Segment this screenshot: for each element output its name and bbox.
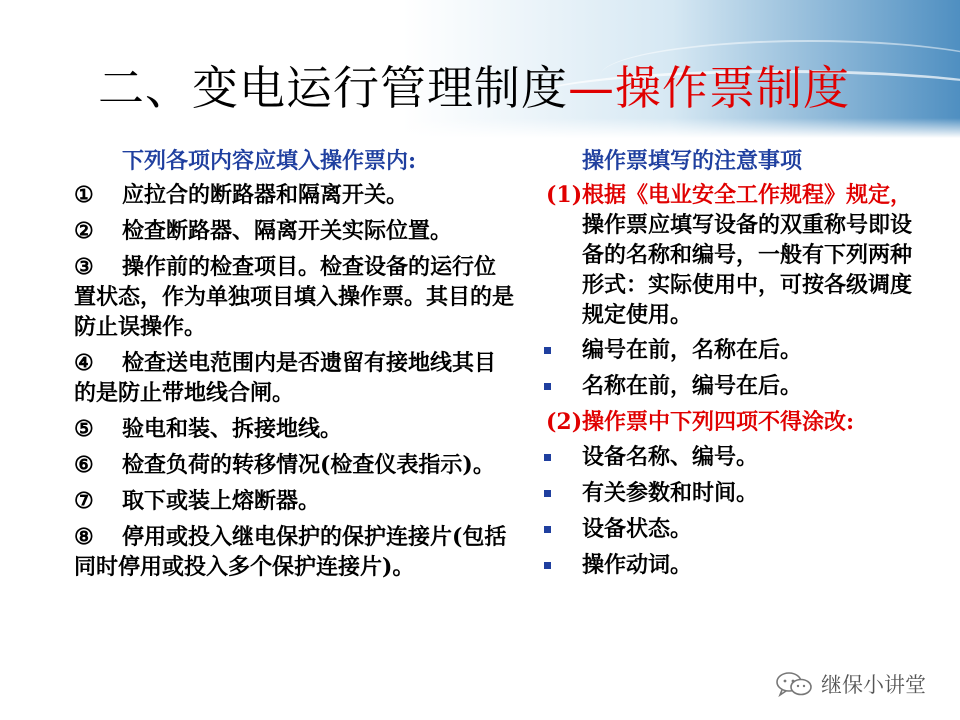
item-number: ③ — [74, 254, 94, 280]
bullet-item — [540, 335, 920, 365]
item-text: 操作前的检查项目。检查设备的运行位置状态，作为单独项目填入操作票。其目的是防止误操作。 — [74, 254, 515, 340]
note-number: (1) — [546, 182, 583, 208]
item-text: 检查负荷的转移情况(检查仪表指示)。 — [122, 452, 495, 478]
watermark — [775, 670, 926, 698]
note-1 — [540, 180, 920, 330]
item-number: ② — [74, 218, 94, 244]
note-2-text: 操作票中下列四项不得涂改: — [582, 409, 855, 435]
bullet-text: 操作动词。 — [582, 552, 693, 578]
item-text: 检查断路器、隔离开关实际位置。 — [122, 218, 453, 244]
bullet-item — [540, 514, 920, 544]
square-bullet-icon — [544, 383, 551, 390]
title-accent: —操作票制度 — [568, 61, 850, 115]
note-2 — [540, 407, 920, 437]
bullet-text: 设备名称、编号。 — [582, 444, 759, 470]
item-number: ④ — [74, 350, 94, 376]
item-text: 停用或投入继电保护的保护连接片(包括同时停用或投入多个保护连接片)。 — [74, 524, 507, 580]
bullet-item — [540, 371, 920, 401]
left-item-list — [74, 180, 514, 582]
list-item — [74, 450, 514, 480]
item-number: ⑥ — [74, 452, 94, 478]
note-1-text: 操作票应填写设备的双重称号即设备的名称和编号，一般有下列两种形式：实际使用中，可按各级调度规定使用。 — [582, 212, 913, 328]
list-item — [74, 252, 514, 342]
title-main: 二、变电运行管理制度 — [98, 61, 568, 115]
square-bullet-icon — [544, 526, 551, 533]
bullet-text: 编号在前，名称在后。 — [582, 337, 803, 363]
item-number: ⑧ — [74, 524, 94, 550]
note-number: (2) — [546, 409, 583, 435]
list-item — [74, 414, 514, 444]
right-column — [540, 146, 920, 586]
item-number: ① — [74, 182, 94, 208]
left-heading: 下列各项内容应填入操作票内: — [122, 148, 417, 174]
bullet-item — [540, 478, 920, 508]
right-heading: 操作票填写的注意事项 — [582, 148, 803, 174]
bullet-item — [540, 550, 920, 580]
wechat-icon — [775, 671, 813, 697]
left-column — [74, 146, 514, 588]
list-item — [74, 522, 514, 582]
list-item — [74, 180, 514, 210]
item-number: ⑦ — [74, 488, 94, 514]
slide-title — [98, 58, 850, 118]
square-bullet-icon — [544, 490, 551, 497]
square-bullet-icon — [544, 562, 551, 569]
item-text: 取下或装上熔断器。 — [122, 488, 321, 514]
bullet-item — [540, 442, 920, 472]
list-item — [74, 348, 514, 408]
item-text: 验电和装、拆接地线。 — [122, 416, 343, 442]
item-number: ⑤ — [74, 416, 94, 442]
square-bullet-icon — [544, 454, 551, 461]
item-text: 应拉合的断路器和隔离开关。 — [122, 182, 409, 208]
list-item — [74, 486, 514, 516]
item-text: 检查送电范围内是否遗留有接地线其目的是防止带地线合闸。 — [74, 350, 497, 406]
note-1-red-text: 根据《电业安全工作规程》规定， — [582, 182, 913, 208]
bullet-text: 名称在前，编号在后。 — [582, 373, 803, 399]
note-2-bullet-list — [540, 442, 920, 580]
list-item — [74, 216, 514, 246]
note-1-bullet-list — [540, 335, 920, 401]
square-bullet-icon — [544, 347, 551, 354]
banner-fade — [0, 118, 960, 138]
bullet-text: 设备状态。 — [582, 516, 693, 542]
bullet-text: 有关参数和时间。 — [582, 480, 759, 506]
watermark-text: 继保小讲堂 — [821, 673, 926, 697]
